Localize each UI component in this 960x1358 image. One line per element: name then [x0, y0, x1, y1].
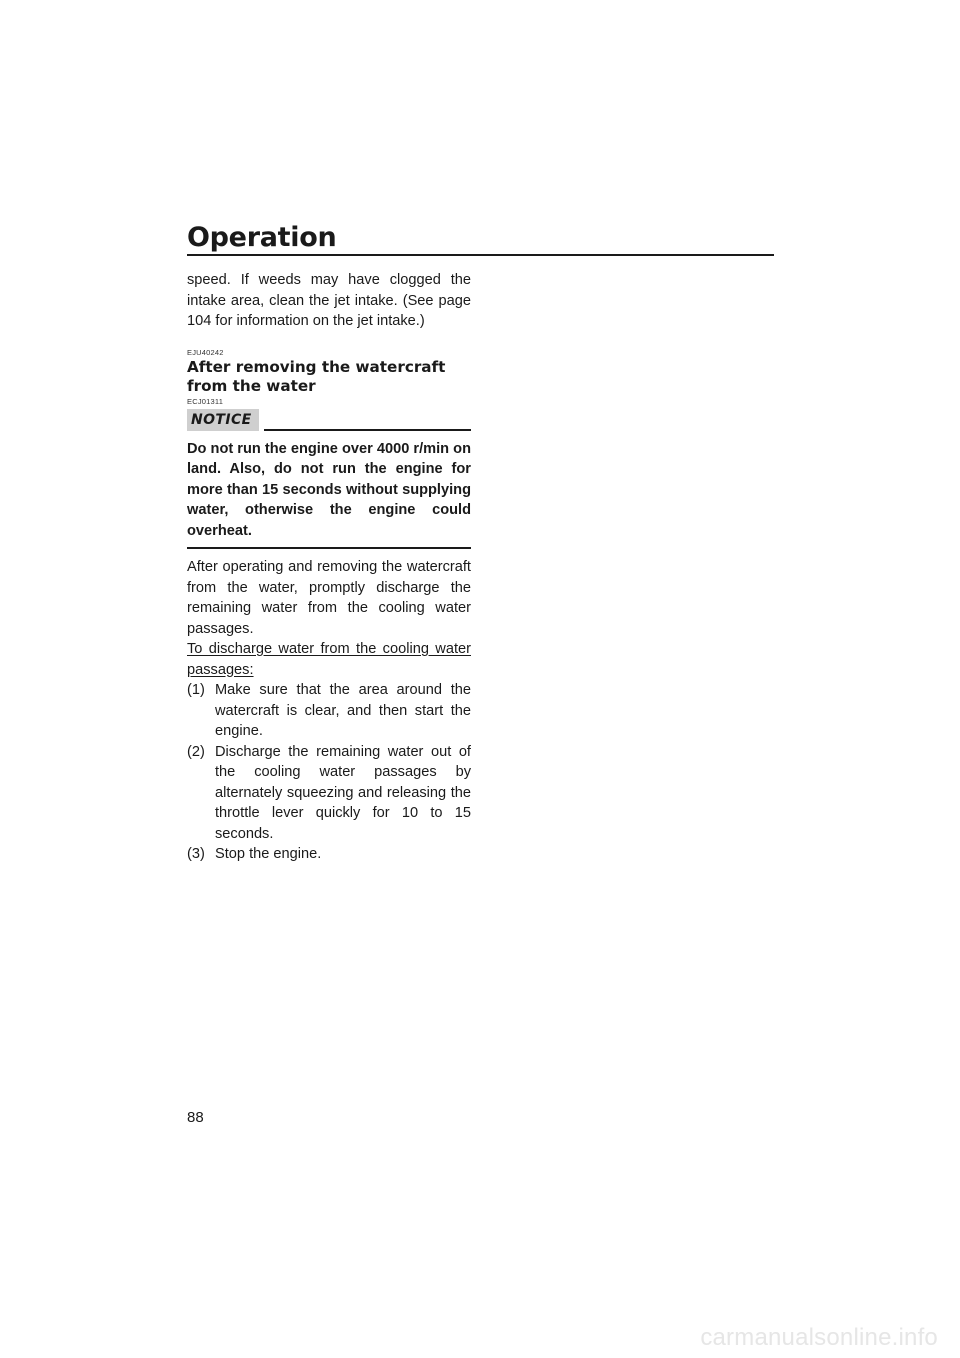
list-item — [187, 844, 471, 865]
notice-badge: NOTICE — [187, 409, 259, 431]
page-number: 88 — [187, 1109, 204, 1126]
step-number: (3) — [187, 846, 205, 862]
list-item — [187, 742, 471, 845]
step-text: Stop the engine. — [215, 846, 322, 862]
notice-text: Do not run the engine over 4000 r/min on land. Also, do not run the engine for more than 15 seconds without supplying water, otherwise the engine could overheat. — [187, 440, 471, 539]
watermark: carmanualsonline.info — [700, 1324, 938, 1351]
section-code: EJU40242 — [187, 347, 224, 357]
text-column — [187, 270, 471, 865]
step-number: (1) — [187, 682, 205, 698]
step-text: Discharge the remaining water out of the cooling water passages by alternately squeezing and releasing the throttle lever quickly for 10 to 15 seconds. — [215, 743, 471, 842]
step-text: Make sure that the area around the watercraft is clear, and then start the engine. — [215, 682, 471, 739]
section-title: After removing the watercraft from the water — [187, 357, 446, 395]
header-rule — [187, 254, 774, 256]
notice-end-rule — [187, 547, 471, 549]
procedure-subheading: To discharge water from the cooling water passages: — [187, 641, 471, 678]
body-paragraph: After operating and removing the watercraft from the water, promptly discharge the remaining water from the cooling water passages. — [187, 559, 471, 637]
page-title: Operation — [187, 222, 337, 253]
notice-code: ECJ01311 — [187, 396, 224, 406]
intro-paragraph: speed. If weeds may have clogged the intake area, clean the jet intake. (See page 104 for information on the jet intake.) — [187, 272, 471, 329]
notice-header — [187, 407, 471, 431]
list-item — [187, 680, 471, 742]
notice-rule — [264, 429, 471, 431]
step-number: (2) — [187, 743, 205, 760]
page-header — [187, 222, 774, 254]
procedure-steps — [187, 680, 471, 865]
